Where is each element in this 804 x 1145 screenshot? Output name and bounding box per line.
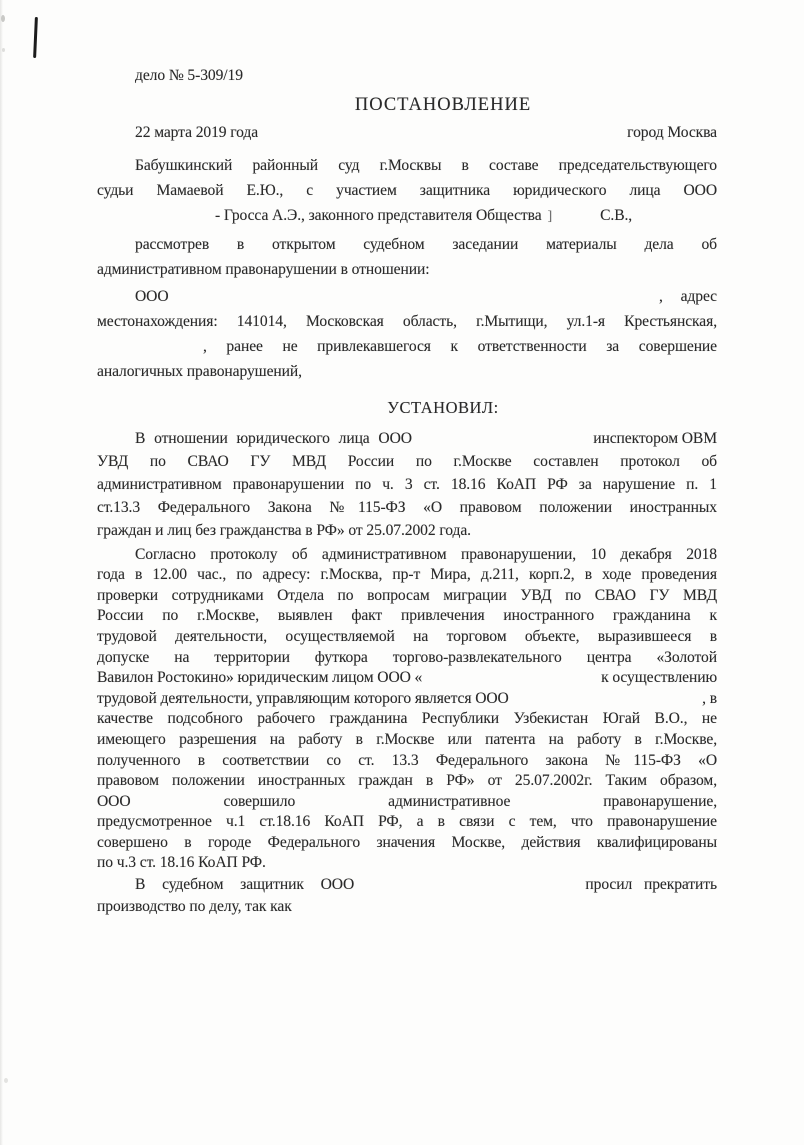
doc-line: проверки сотрудниками Отдела по вопросам миграции УВД по СВАО ГУ МВД [97, 586, 717, 604]
entity-segment: В отношении юридического лица ООО [135, 429, 412, 447]
resolution-heading: УСТАНОВИЛ: [387, 397, 499, 417]
doc-line: судьи Мамаевой Е.Ю., с участием защитника юридического лица ООО [97, 182, 717, 200]
doc-line: Согласно протоколу об административном правонарушении, 10 декабря 2018 [135, 545, 717, 563]
scan-speck [4, 1078, 8, 1083]
doc-line: аналогичных правонарушений, [97, 362, 302, 380]
date-city-line [97, 121, 717, 146]
doc-line: по ч.3 ст. 18.16 КоАП РФ. [97, 854, 266, 872]
document-title: ПОСТАНОВЛЕНИЕ [354, 94, 532, 115]
mall-entity-segment: Вавилон Ростокино» юридическим лицом ООО « [97, 669, 423, 687]
doc-line: местонахождения: 141014, Московская область, г.Мытищи, ул.1-я Крестьянская, [97, 313, 717, 331]
doc-line [97, 668, 717, 689]
paragraph-court-composition [97, 154, 717, 229]
labor-activity-segment: к осуществлению [601, 669, 717, 687]
doc-line: , ранее не привлекавшегося к ответственности за совершение [203, 337, 717, 355]
inspector-segment: инспектором ОВМ [593, 429, 717, 447]
paragraph-case-review [97, 233, 717, 283]
doc-line: рассмотрев в открытом судебном заседании материалы дела об [135, 235, 717, 253]
scan-artifact: ] [547, 208, 553, 224]
doc-line: правовом положении иностранных граждан в РФ» от 25.07.2002г. Таким образом, [97, 772, 717, 790]
case-number: дело № 5-309/19 [135, 67, 243, 84]
word-segment: совершило [223, 792, 296, 810]
doc-line: допуске на территории футкора торгово-развлекательного центра «Золотой [97, 648, 717, 666]
doc-line: имеющего разрешения на работу в г.Москве или патента на работу в г.Москве, [97, 730, 717, 748]
doc-line: трудовой деятельности, осуществляемой на торговом объекте, выразившееся в [97, 627, 717, 645]
doc-line: УВД по СВАО ГУ МВД России по г.Москве составлен протокол об [97, 452, 717, 470]
doc-line: предусмотренное ч.1 ст.18.16 КоАП РФ, а в связи с тем, что правонарушение [97, 813, 717, 831]
line-tail-segment: , в [702, 689, 717, 707]
doc-line: года в 12.00 час., по адресу: г.Москва, пр-т Мира, д.211, корп.2, в ходе проведения [97, 566, 717, 584]
doc-line [97, 285, 717, 310]
scan-speck [1, 15, 5, 22]
paragraph-defender-motion [97, 874, 717, 918]
document-city: город Москва [627, 123, 717, 141]
managing-entity-segment: трудовой деятельности, управляющим которого является ООО [97, 689, 509, 707]
doc-line: Бабушкинский районный суд г.Москвы в составе председательствующего [135, 157, 717, 175]
doc-line [97, 874, 717, 896]
document-date: 22 марта 2019 года [135, 123, 259, 141]
motion-request-segment: просил прекратить [585, 876, 717, 894]
doc-line: административном правонарушении в отношении: [97, 260, 430, 278]
doc-line [97, 689, 717, 710]
doc-line [97, 204, 717, 230]
word-segment: правонарушение, [603, 792, 717, 810]
entity-ooo-segment: ООО [135, 288, 169, 306]
doc-line [97, 427, 717, 450]
defender-motion-segment: В судебном защитник ООО [135, 876, 355, 894]
word-segment: административное [388, 792, 511, 810]
defender-name-segment: - Гросса А.Э., законного представителя Общества [215, 206, 542, 224]
doc-line: ст.13.3 Федерального Закона №115-ФЗ «О правовом положении иностранных [97, 499, 717, 517]
paragraph-protocol-facts [97, 427, 717, 543]
address-label-segment: , адрес [659, 288, 717, 306]
paragraph-entity-address [97, 285, 717, 384]
doc-line: совершено в городе Федерального значения Москве, действия квалифицированы [97, 833, 717, 851]
doc-line: административном правонарушении по ч. 3 ст. 18.16 КоАП РФ за нарушение п. 1 [97, 475, 717, 493]
doc-line: полученного в соответствии со ст. 13.3 Федерального закона №115-ФЗ «О [97, 751, 717, 769]
scan-speck [2, 48, 5, 52]
representative-initials-segment: С.В., [600, 206, 633, 224]
doc-line: России по г.Москве, выявлен факт привлечения иностранного гражданина к [97, 607, 717, 625]
doc-line [97, 792, 717, 813]
paragraph-violation-details [97, 545, 717, 875]
doc-line: производство по делу, так как [97, 898, 292, 916]
document-content [97, 64, 717, 918]
pen-mark [33, 17, 38, 58]
doc-line: качестве подсобного рабочего гражданина Республики Узбекистан Югай В.О., не [97, 710, 717, 728]
doc-line: граждан и лиц без гражданства в РФ» от 25.07.2002 года. [97, 522, 471, 540]
entity-ooo-segment: ООО [97, 792, 131, 810]
